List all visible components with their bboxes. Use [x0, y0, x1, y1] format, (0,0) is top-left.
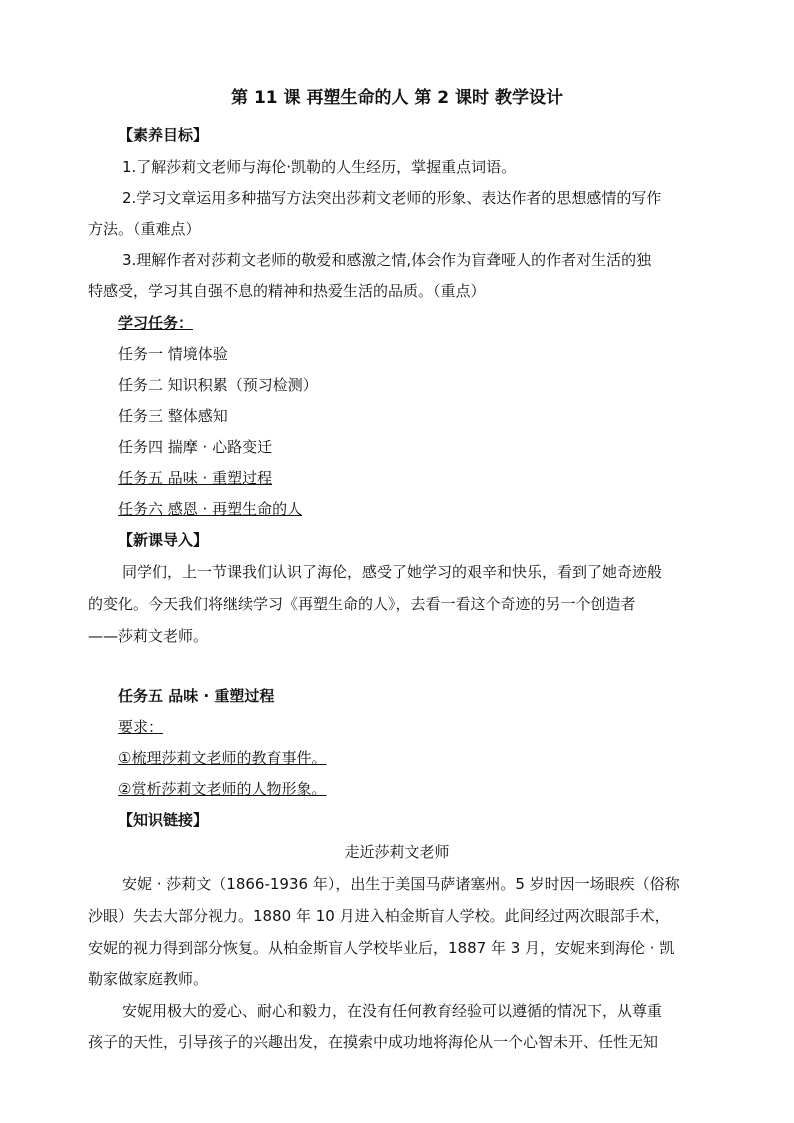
task-item: 任务六 感恩 · 再塑生命的人 — [118, 500, 303, 518]
task-item: 任务三 整体感知 — [118, 407, 228, 425]
task-item: 任务五 品味 · 重塑过程 — [118, 469, 273, 487]
knowledge-line: 安妮用极大的爱心、耐心和毅力，在没有任何教育经验可以遵循的情况下，从尊重 — [122, 1002, 663, 1020]
task-item: 任务一 情境体验 — [118, 345, 228, 363]
intro-heading: 【新课导入】 — [118, 531, 209, 549]
intro-line: 的变化。今天我们将继续学习《再塑生命的人》，去看一看这个奇迹的另一个创造者 — [88, 595, 636, 613]
task-item: 任务二 知识积累（预习检测） — [118, 376, 318, 394]
knowledge-line: 安妮的视力得到部分恢复。从柏金斯盲人学校毕业后，1887 年 3 月，安妮来到海伦 · 凯 — [88, 939, 675, 957]
goal-line: 3.理解作者对莎莉文老师的敬爱和感激之情,体会作为盲聋哑人的作者对生活的独 — [122, 251, 652, 269]
goal-line: 2.学习文章运用多种描写方法突出莎莉文老师的形象、表达作者的思想感情的写作 — [122, 189, 662, 207]
requirement-item: ②赏析莎莉文老师的人物形象。 — [118, 780, 327, 798]
task-item: 任务四 揣摩 · 心路变迁 — [118, 438, 273, 456]
requirements-label: 要求： — [118, 718, 164, 736]
knowledge-line: 沙眼）失去大部分视力。1880 年 10 月进入柏金斯盲人学校。此间经过两次眼部手术， — [88, 907, 670, 925]
requirement-item: ①梳理莎莉文老师的教育事件。 — [118, 749, 327, 767]
goal-line: 方法。（重难点） — [88, 220, 201, 238]
intro-line: 同学们，上一节课我们认识了海伦，感受了她学习的艰辛和快乐，看到了她奇迹般 — [122, 563, 663, 581]
goal-line: 特感受，学习其自强不息的精神和热爱生活的品质。（重点） — [88, 282, 486, 300]
knowledge-subtitle: 走近莎莉文老师 — [344, 843, 450, 861]
task5-heading: 任务五 品味 · 重塑过程 — [118, 687, 275, 705]
knowledge-line: 安妮 · 莎莉文（1866-1936 年），出生于美国马萨诸塞州。5 岁时因一场眼疾（俗称 — [122, 875, 680, 893]
goal-line: 1.了解莎莉文老师与海伦·凯勒的人生经历，掌握重点词语。 — [122, 158, 517, 176]
page-title: 第 11 课 再塑生命的人 第 2 课时 教学设计 — [231, 88, 563, 108]
knowledge-line: 孩子的天性，引导孩子的兴趣出发，在摸索中成功地将海伦从一个心智未开、任性无知 — [88, 1033, 659, 1051]
goals-heading: 【素养目标】 — [118, 126, 209, 144]
tasks-heading: 学习任务： — [118, 314, 194, 332]
intro-line: ——莎莉文老师。 — [88, 627, 209, 645]
knowledge-line: 勒家做家庭教师。 — [88, 970, 209, 988]
knowledge-heading: 【知识链接】 — [118, 811, 209, 829]
